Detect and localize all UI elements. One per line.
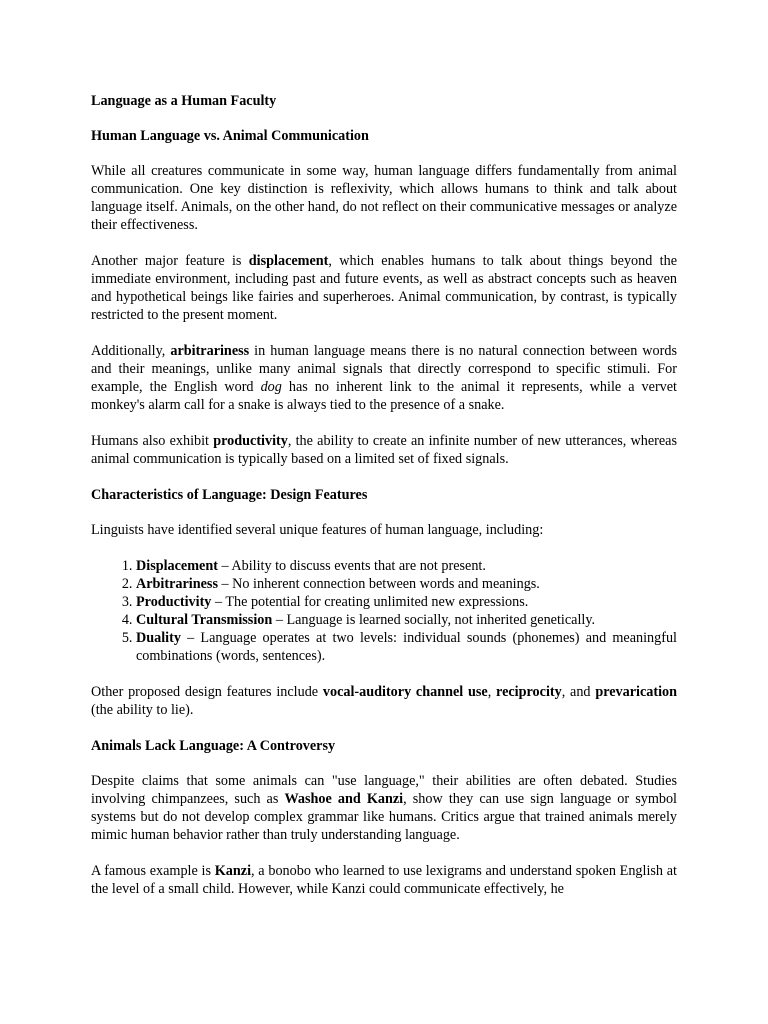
document-page — [91, 92, 677, 916]
feature-term: Duality — [136, 630, 181, 646]
italic-word-dog: dog — [260, 379, 282, 395]
paragraph-displacement — [91, 252, 677, 324]
document-title: Language as a Human Faculty — [91, 93, 277, 109]
text-run: Other proposed design features include — [91, 684, 323, 700]
feature-term: Arbitrariness — [136, 576, 218, 592]
feature-description: – No inherent connection between words and meanings. — [217, 576, 540, 592]
feature-description: – Language operates at two levels: individual sounds (phonemes) and meaningful combinations (words, sentences). — [136, 630, 677, 664]
paragraph-arbitrariness — [91, 342, 677, 414]
bold-term-displacement: displacement — [248, 253, 329, 269]
text-run: Additionally, — [91, 343, 171, 359]
paragraph-design-intro: Linguists have identified several unique features of human language, including: — [91, 522, 544, 538]
bold-term-washoe-kanzi: Washoe and Kanzi — [284, 791, 404, 807]
paragraph-washoe-kanzi — [91, 772, 677, 844]
text-run: Humans also exhibit — [91, 433, 214, 449]
paragraph-other-features — [91, 683, 677, 719]
list-item — [136, 557, 677, 575]
text-run: in human language means there is no natural connection between words and their meanings, unlike many animal signals that directly correspond to specific stimuli. For example, the English word — [91, 343, 677, 395]
feature-description: – The potential for creating unlimited new expressions. — [211, 594, 529, 610]
bold-term-prevarication: prevarication — [595, 684, 678, 700]
bold-term-kanzi: Kanzi — [214, 863, 252, 879]
section-heading-controversy: Animals Lack Language: A Controversy — [91, 738, 336, 754]
text-run: (the ability to lie). — [91, 702, 194, 718]
paragraph-productivity — [91, 432, 677, 468]
text-run: , and — [561, 684, 596, 700]
list-item — [136, 629, 677, 665]
list-item — [136, 611, 677, 629]
text-run: , — [487, 684, 497, 700]
bold-term-reciprocity: reciprocity — [496, 684, 562, 700]
paragraph-kanzi-example — [91, 862, 677, 898]
bold-term-arbitrariness: arbitrariness — [170, 343, 250, 359]
text-run: A famous example is — [91, 863, 215, 879]
text-run: Another major feature is — [91, 253, 249, 269]
list-item — [136, 593, 677, 611]
paragraph-reflexivity: While all creatures communicate in some way, human language differs fundamentally from animal communication. One key distinction is reflexivity, which allows humans to think and talk about language itself. Animals, on the other hand, do not reflect on their communicative messages or analyze their effectiveness. — [91, 163, 677, 233]
list-item — [136, 575, 677, 593]
feature-description: – Language is learned socially, not inherited genetically. — [272, 612, 596, 628]
feature-term: Cultural Transmission — [136, 612, 273, 628]
bold-term-vocal-auditory: vocal-auditory channel use — [322, 684, 488, 700]
feature-description: – Ability to discuss events that are not present. — [217, 558, 486, 574]
feature-term: Displacement — [136, 558, 218, 574]
text-run: , the ability to create an infinite number of new utterances, whereas animal communication is typically based on a limited set of fixed signals. — [91, 433, 677, 467]
text-run: Despite claims that some animals can "use language," their abilities are often debated. Studies involving chimpanzees, such as — [91, 773, 677, 807]
text-run: has no inherent link to the animal it represents, while a vervet monkey's alarm call for a snake is always tied to the presence of a snake. — [91, 379, 677, 413]
section-heading-design-features: Characteristics of Language: Design Features — [91, 487, 368, 503]
text-run: , a bonobo who learned to use lexigrams and understand spoken English at the level of a small child. However, while Kanzi could communicate effectively, he — [91, 863, 678, 897]
design-features-list — [91, 557, 677, 665]
text-run: , which enables humans to talk about things beyond the immediate environment, including past and future events, as well as abstract concepts such as heaven and hypothetical beings like fairies and superheroes. Animal communication, by contrast, is typically restricted to the present moment. — [91, 253, 677, 323]
feature-term: Productivity — [136, 594, 212, 610]
text-run: , show they can use sign language or symbol systems but do not develop complex grammar like humans. Critics argue that trained animals merely mimic human behavior rather than truly understanding language. — [91, 791, 677, 843]
bold-term-productivity: productivity — [213, 433, 288, 449]
section-heading-human-vs-animal: Human Language vs. Animal Communication — [91, 128, 369, 144]
